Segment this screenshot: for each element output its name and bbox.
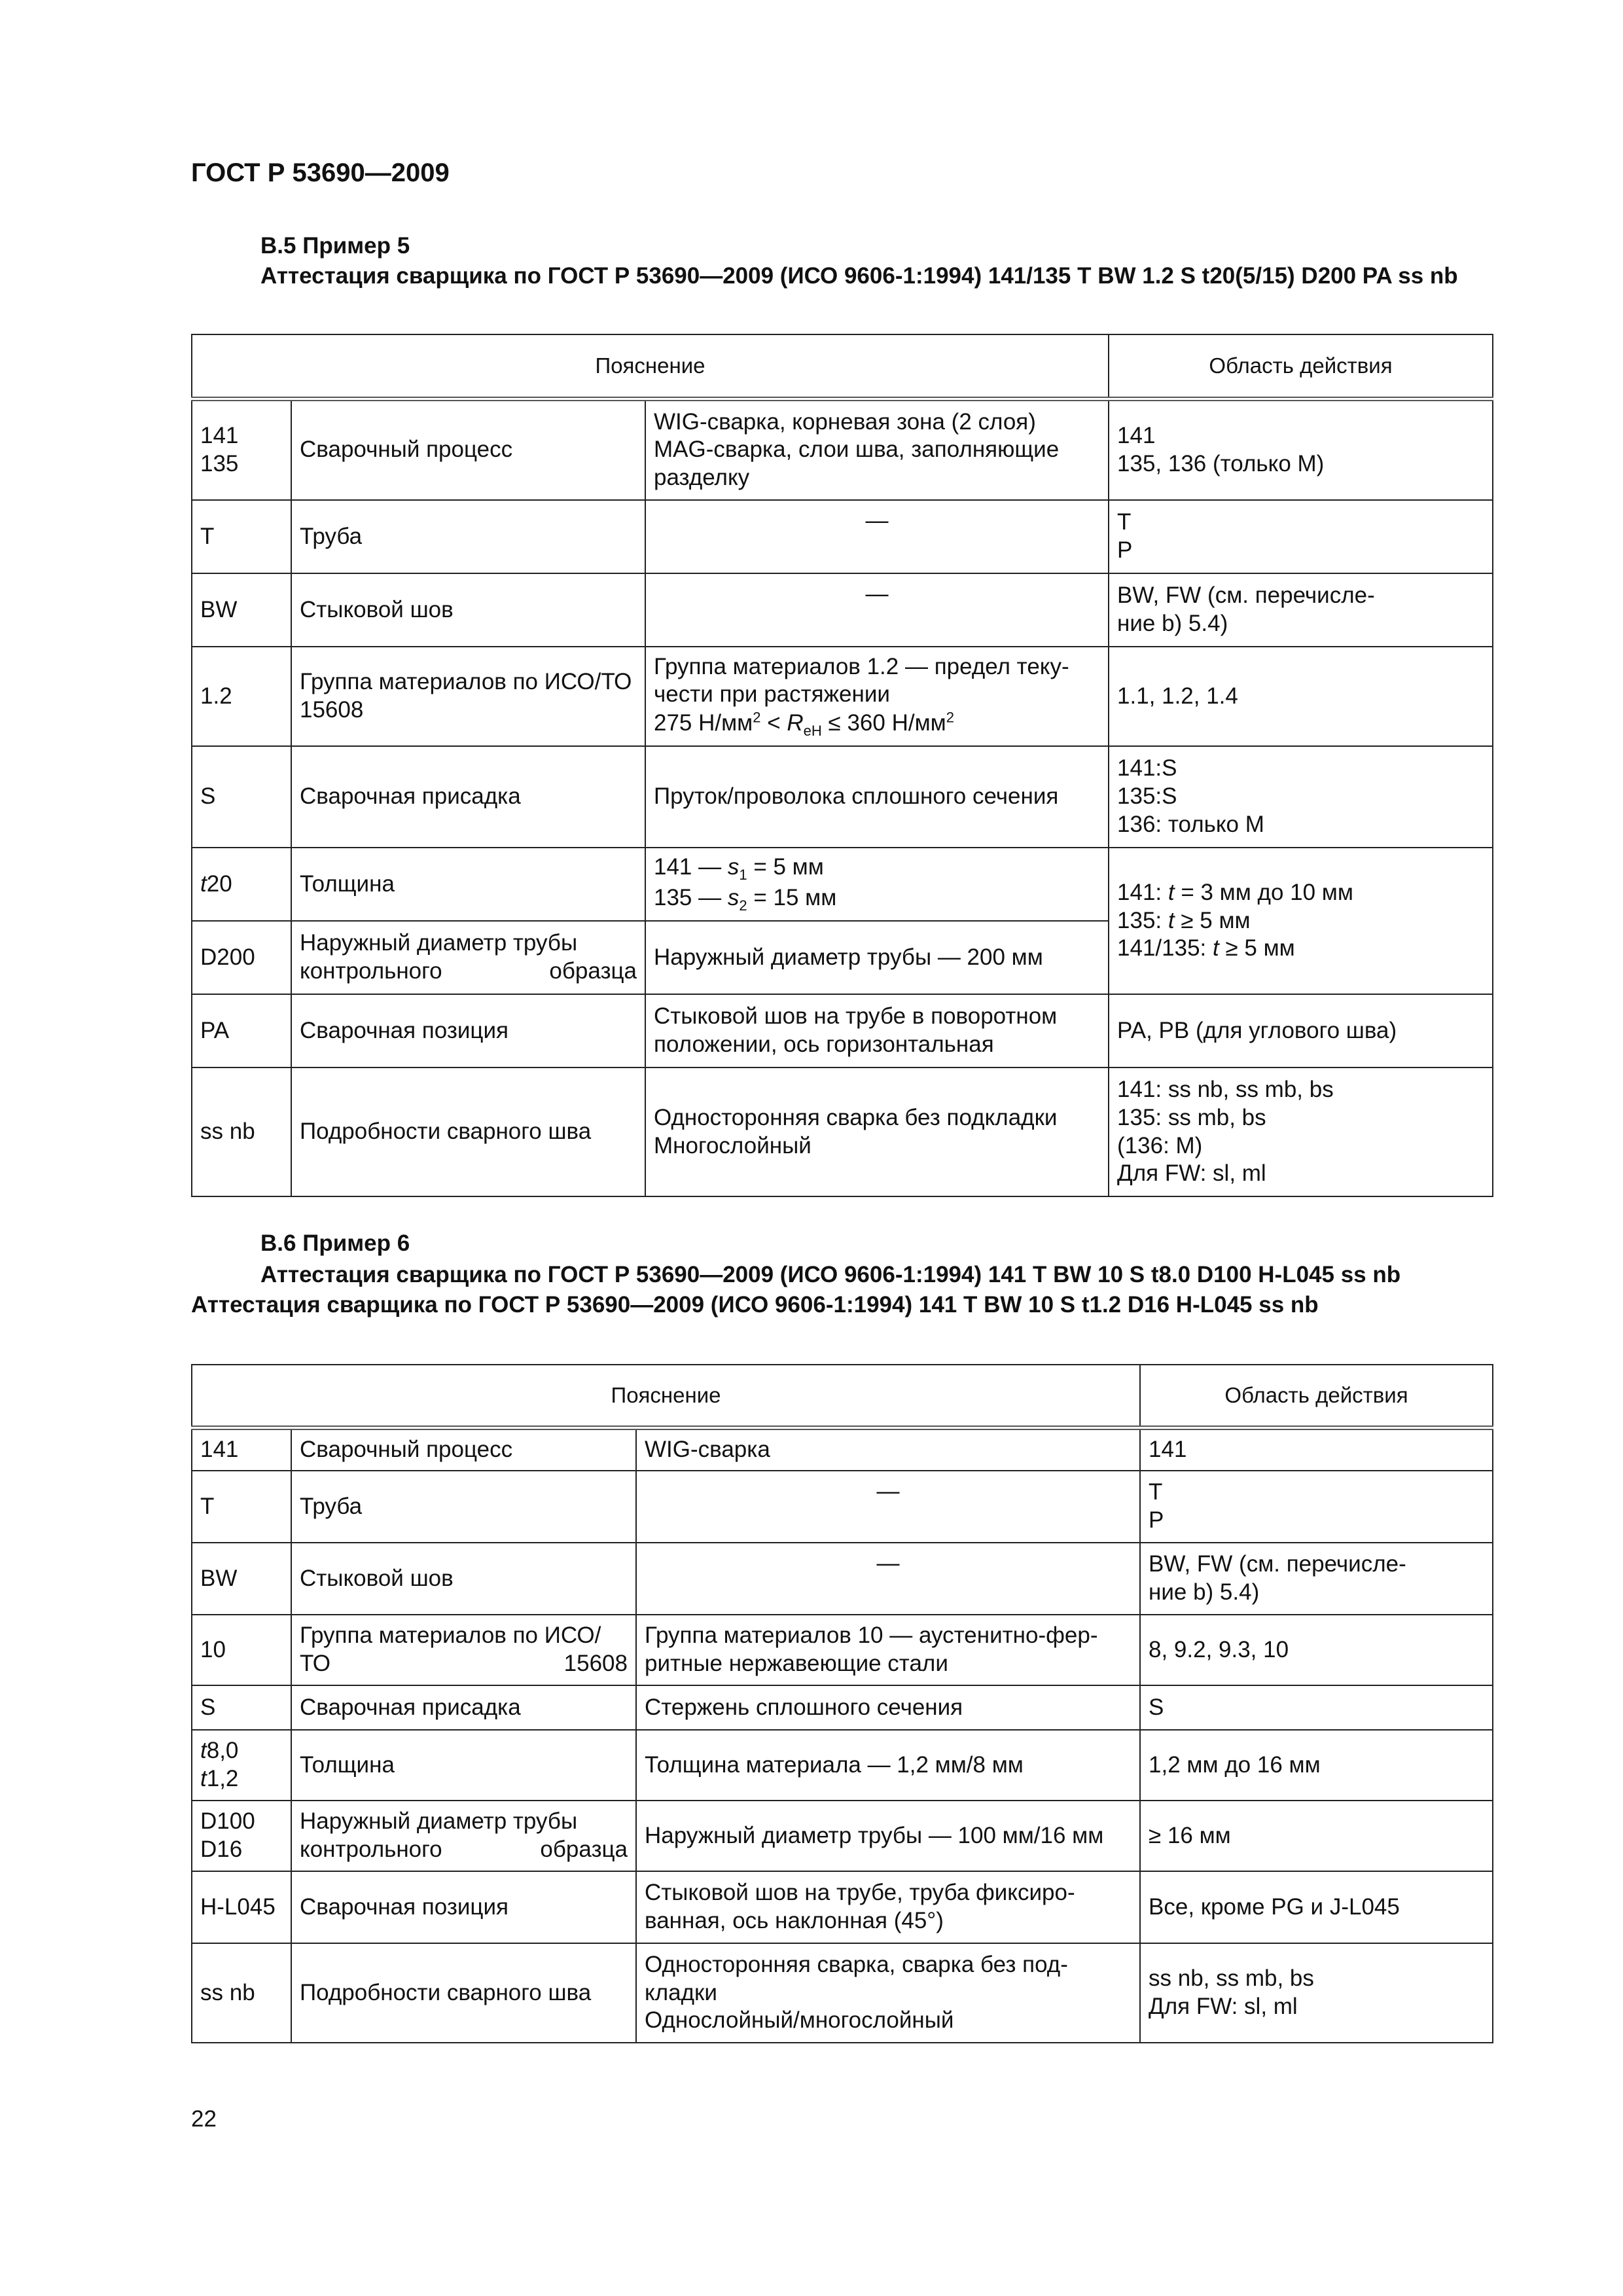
row-scope: BW, FW (см. перечисле- ние b) 5.4) <box>1140 1543 1493 1615</box>
row-name: Группа материалов по ИСО/ТО 15608 <box>291 647 645 746</box>
scope-text: 141/135: <box>1117 935 1213 961</box>
section6-subtitle-1: Аттестация сварщика по ГОСТ Р 53690—2009 (ИСО 9606-1:1994) 141 T BW 10 S t8.0 D100 H-L045 ss nb <box>260 1262 1401 1287</box>
row-name: Группа материалов по ИСО/ТО 15608 <box>291 1615 636 1685</box>
scope-symbol: t <box>1168 879 1175 905</box>
row-description: Толщина материала — 1,2 мм/8 мм <box>636 1730 1140 1801</box>
row-name: Наружный диаметр трубы контрольного образца <box>291 1801 636 1871</box>
row-description: Односторонняя сварка, сварка без под- кладки Однослойный/многослойный <box>636 1943 1140 2043</box>
row-name: Сварочный процесс <box>291 399 645 500</box>
row-name: Труба <box>291 1471 636 1543</box>
yield-formula <box>654 708 954 739</box>
row-name: Труба <box>291 500 645 573</box>
row-scope: T P <box>1109 500 1493 573</box>
row-scope: 141: ss nb, ss mb, bs 135: ss mb, bs (136: M) Для FW: sl, ml <box>1109 1067 1493 1196</box>
row-scope: Все, кроме PG и J-L045 <box>1140 1871 1493 1943</box>
row-code: ss nb <box>192 1067 291 1196</box>
row-code: T <box>192 1471 291 1543</box>
scope-text: 135: <box>1117 907 1168 933</box>
row-scope: ≥ 16 мм <box>1140 1801 1493 1871</box>
code-italic: t <box>200 1766 207 1791</box>
standard-header: ГОСТ Р 53690—2009 <box>191 158 450 187</box>
scope-text: ≥ 5 мм <box>1174 907 1251 933</box>
row-code: ss nb <box>192 1943 291 2043</box>
table-row <box>192 1730 1493 1801</box>
row-description <box>645 647 1109 746</box>
scope-text: 141: <box>1117 879 1168 905</box>
code-text: 1,2 <box>206 1766 239 1791</box>
row-name: Толщина <box>291 848 645 921</box>
row-code: D200 <box>192 921 291 994</box>
formula-text: 275 Н/мм <box>654 709 753 736</box>
table-row <box>192 1543 1493 1615</box>
row-description: Односторонняя сварка без подкладки Многослойный <box>645 1067 1109 1196</box>
table-row <box>192 1871 1493 1943</box>
row-code: t20 <box>192 848 291 921</box>
formula-subscript: 2 <box>739 897 747 914</box>
scope-symbol: t <box>1212 935 1219 961</box>
row-code: D100 D16 <box>192 1801 291 1871</box>
formula-symbol: s <box>727 885 740 910</box>
row-scope: PA, PB (для углового шва) <box>1109 994 1493 1067</box>
example6-table <box>191 1364 1493 2043</box>
formula-symbol: R <box>787 709 804 736</box>
table-row <box>192 500 1493 573</box>
table-row <box>192 1615 1493 1685</box>
row-code: T <box>192 500 291 573</box>
row-code <box>192 1730 291 1801</box>
row-description: WIG-сварка <box>636 1427 1140 1471</box>
table-row <box>192 573 1493 647</box>
formula-text: 135 — <box>654 885 728 910</box>
table-row <box>192 399 1493 500</box>
row-name: Сварочный процесс <box>291 1427 636 1471</box>
table-row <box>192 1943 1493 2043</box>
row-code: 141 <box>192 1427 291 1471</box>
row-name: Сварочная позиция <box>291 994 645 1067</box>
row-scope: 8, 9.2, 9.3, 10 <box>1140 1615 1493 1685</box>
page-number: 22 <box>191 2106 217 2132</box>
column-header-explanation: Пояснение <box>192 334 1109 399</box>
scope-text: = 3 мм до 10 мм <box>1174 879 1353 905</box>
row-description: Стыковой шов на трубе в поворотном положении, ось горизонтальная <box>645 994 1109 1067</box>
column-header-scope: Область действия <box>1109 334 1493 399</box>
scope-symbol: t <box>1168 907 1175 933</box>
row-description: — <box>645 573 1109 647</box>
row-description: Стыковой шов на трубе, труба фиксиро- ванная, ось наклонная (45°) <box>636 1871 1140 1943</box>
example5-table <box>191 334 1493 1197</box>
formula-text: < <box>760 709 787 736</box>
formula-subscript: eH <box>803 722 822 739</box>
column-header-scope: Область действия <box>1140 1365 1493 1427</box>
row-name: Стыковой шов <box>291 1543 636 1615</box>
row-scope: S <box>1140 1685 1493 1730</box>
row-code: PA <box>192 994 291 1067</box>
row-description: WIG-сварка, корневая зона (2 слоя) MAG-сварка, слои шва, заполняющие разделку <box>645 399 1109 500</box>
row-description: — <box>636 1543 1140 1615</box>
table-row <box>192 1067 1493 1196</box>
row-description: Группа материалов 10 — аустенитно-фер- ритные нержавеющие стали <box>636 1615 1140 1685</box>
row-name: Подробности сварного шва <box>291 1943 636 2043</box>
scope-text: ≥ 5 мм <box>1219 935 1295 961</box>
code-italic: t <box>200 870 207 897</box>
column-header-explanation: Пояснение <box>192 1365 1140 1427</box>
formula-superscript: 2 <box>753 708 761 725</box>
row-description: Стержень сплошного сечения <box>636 1685 1140 1730</box>
section6-heading: В.6 Пример 6 <box>260 1230 410 1256</box>
row-scope <box>1109 848 1493 994</box>
table-row <box>192 746 1493 848</box>
row-code: S <box>192 746 291 848</box>
row-description: — <box>645 500 1109 573</box>
formula-text: 141 — <box>654 854 728 880</box>
row-scope: T P <box>1140 1471 1493 1543</box>
section5-heading: В.5 Пример 5 <box>260 233 410 259</box>
row-name: Стыковой шов <box>291 573 645 647</box>
row-code: 141 135 <box>192 399 291 500</box>
row-scope: ss nb, ss mb, bs Для FW: sl, ml <box>1140 1943 1493 2043</box>
row-description <box>645 848 1109 921</box>
row-scope: BW, FW (см. перечисле- ние b) 5.4) <box>1109 573 1493 647</box>
table-row <box>192 1471 1493 1543</box>
row-description: Пруток/проволока сплошного сечения <box>645 746 1109 848</box>
row-code: H-L045 <box>192 1871 291 1943</box>
description-text: Группа материалов 1.2 — предел теку- чести при растяжении <box>654 653 1069 708</box>
row-code: 1.2 <box>192 647 291 746</box>
row-name: Подробности сварного шва <box>291 1067 645 1196</box>
row-code: S <box>192 1685 291 1730</box>
table-row <box>192 994 1493 1067</box>
row-code: 10 <box>192 1615 291 1685</box>
row-scope: 1,2 мм до 16 мм <box>1140 1730 1493 1801</box>
formula-text: ≤ 360 Н/мм <box>821 709 946 736</box>
row-scope: 141:S 135:S 136: только М <box>1109 746 1493 848</box>
code-text: 8,0 <box>206 1738 239 1764</box>
row-scope: 1.1, 1.2, 1.4 <box>1109 647 1493 746</box>
table-row <box>192 1685 1493 1730</box>
formula-text: = 15 мм <box>747 885 837 910</box>
row-code: BW <box>192 1543 291 1615</box>
formula-subscript: 1 <box>739 867 747 884</box>
section5-subtitle: Аттестация сварщика по ГОСТ Р 53690—2009 (ИСО 9606-1:1994) 141/135 T BW 1.2 S t20(5/15) D200 PA ss nb <box>260 263 1458 289</box>
formula-symbol: s <box>727 854 740 880</box>
code-italic: t <box>200 1738 207 1764</box>
row-name: Сварочная позиция <box>291 1871 636 1943</box>
row-description: Наружный диаметр трубы — 100 мм/16 мм <box>636 1801 1140 1871</box>
row-scope: 141 135, 136 (только М) <box>1109 399 1493 500</box>
table-row <box>192 1427 1493 1471</box>
row-description: Наружный диаметр трубы — 200 мм <box>645 921 1109 994</box>
row-name: Толщина <box>291 1730 636 1801</box>
section6-subtitle-2: Аттестация сварщика по ГОСТ Р 53690—2009 (ИСО 9606-1:1994) 141 T BW 10 S t1.2 D16 H-L045 ss nb <box>191 1292 1319 1318</box>
table-row <box>192 647 1493 746</box>
formula-superscript: 2 <box>946 708 954 725</box>
table-row <box>192 1801 1493 1871</box>
table-row <box>192 848 1493 921</box>
formula-text: = 5 мм <box>747 854 824 880</box>
row-name: Наружный диаметр трубы контрольного образца <box>291 921 645 994</box>
row-name: Сварочная присадка <box>291 746 645 848</box>
row-code: BW <box>192 573 291 647</box>
row-name: Сварочная присадка <box>291 1685 636 1730</box>
row-description: — <box>636 1471 1140 1543</box>
row-scope: 141 <box>1140 1427 1493 1471</box>
